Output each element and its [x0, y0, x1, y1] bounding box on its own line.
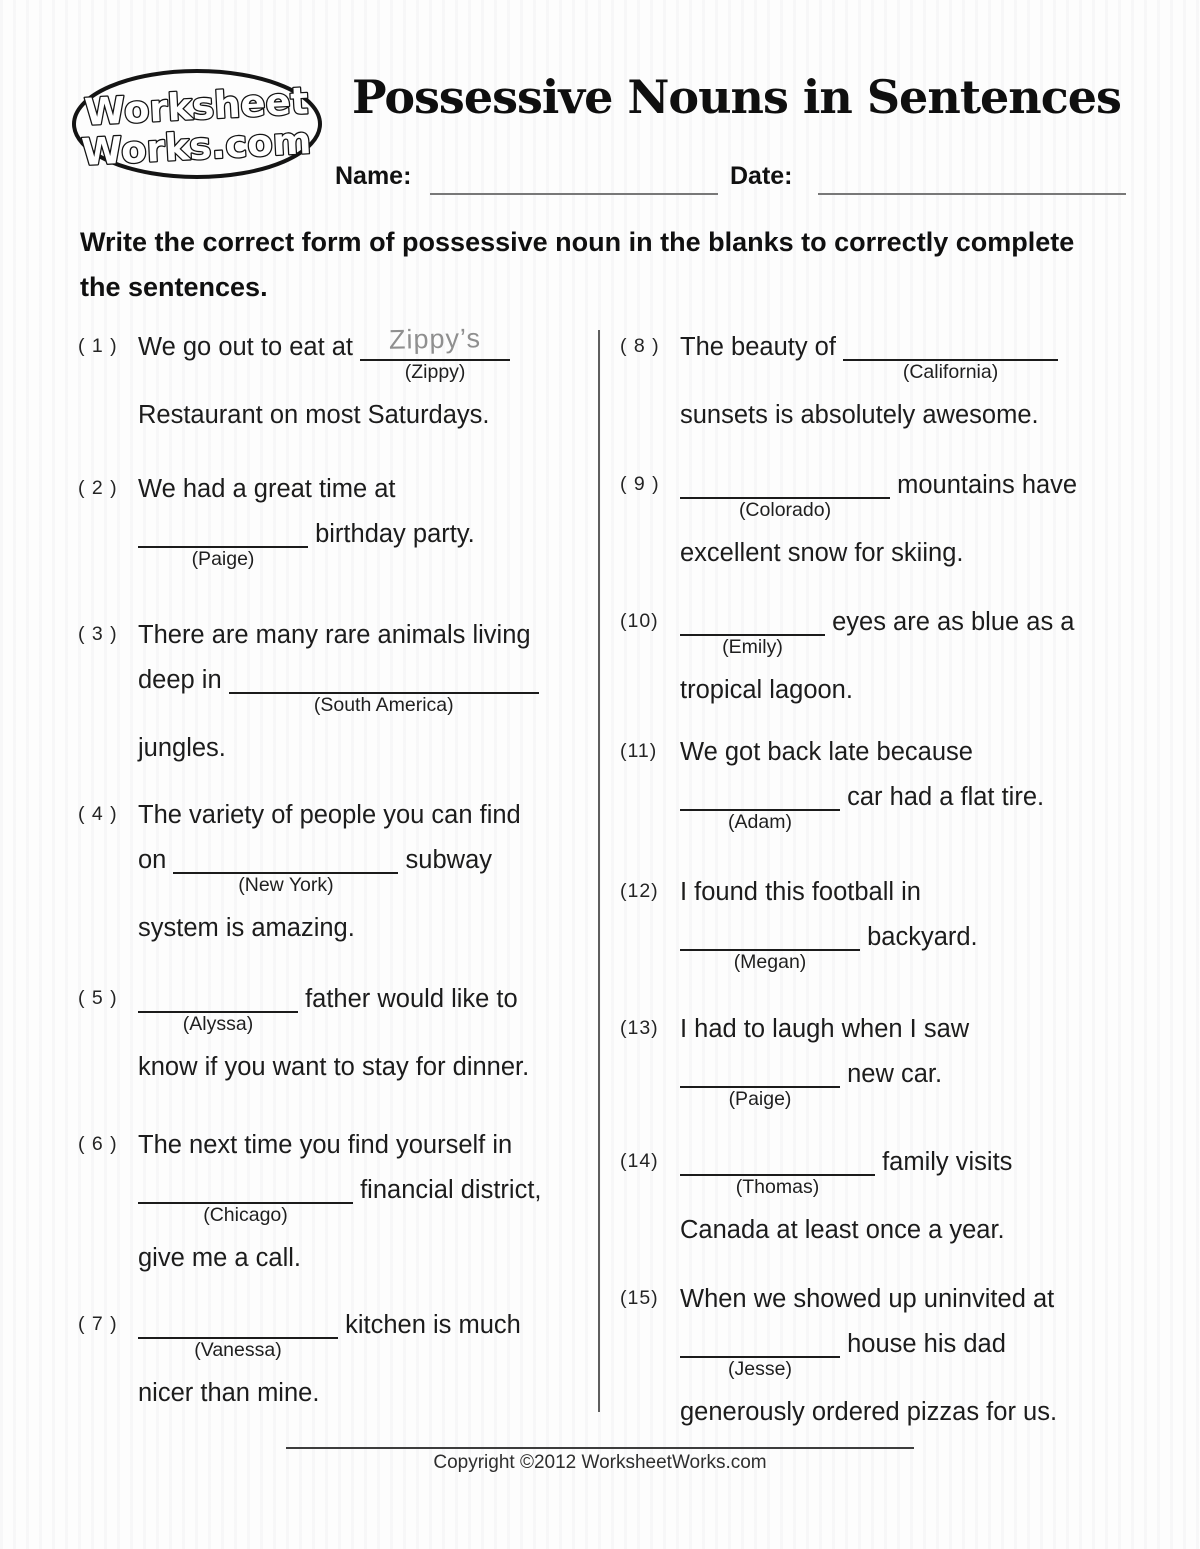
worksheet-item-6 [78, 1128, 592, 1286]
item-number: ( 7 ) [78, 1313, 118, 1335]
sentence-text: nicer than mine. [138, 1379, 320, 1407]
blank-hint: (Zippy) [404, 361, 466, 383]
answer-blank[interactable] [680, 1058, 840, 1110]
answer-blank[interactable] [680, 921, 860, 973]
sentence-text: kitchen is much [338, 1311, 521, 1339]
worksheet-item-8 [620, 330, 1134, 443]
blank-hint: (California) [902, 361, 999, 383]
sentence-text: We had a great time at [138, 475, 396, 503]
item-sentence [138, 1308, 592, 1421]
sentence-text: We go out to eat at [138, 333, 361, 361]
name-label: Name: [335, 162, 412, 190]
sentence-line [680, 673, 1134, 718]
sentence-text: father would like to [298, 985, 518, 1013]
right-column [620, 0, 1134, 1549]
worksheet-item-15 [620, 1282, 1134, 1440]
sentence-text: family visits [875, 1148, 1013, 1176]
sentence-text: jungles. [138, 734, 226, 762]
sentence-line [680, 1282, 1134, 1327]
sentence-text: Restaurant on most Saturdays. [138, 401, 490, 429]
answer-blank[interactable] [360, 323, 510, 383]
blank-hint: (Alyssa) [182, 1013, 254, 1035]
sentence-line [138, 472, 592, 517]
answer-blank[interactable] [173, 844, 398, 896]
blank-hint: (Jesse) [728, 1358, 792, 1380]
sentence-line [138, 398, 592, 443]
sentence-line [680, 398, 1134, 443]
sentence-text: We got back late because [680, 738, 973, 766]
worksheet-item-1 [78, 323, 592, 443]
sentence-line [138, 1376, 592, 1421]
sentence-line [138, 1173, 592, 1226]
item-sentence [138, 798, 592, 956]
sentence-text: There are many rare animals living [138, 621, 531, 649]
worksheet-item-14 [620, 1145, 1134, 1258]
sentence-line [680, 1327, 1134, 1380]
logo-text-line2: Works.com [80, 119, 313, 175]
answer-blank[interactable] [138, 518, 308, 570]
item-number: ( 2 ) [78, 477, 118, 499]
item-sentence [138, 323, 592, 443]
answer-blank[interactable] [680, 1328, 840, 1380]
item-number: (12) [620, 880, 659, 902]
sentence-text: deep in [138, 666, 229, 694]
item-number: ( 1 ) [78, 335, 118, 357]
sentence-text: generously ordered pizzas for us. [680, 1398, 1058, 1426]
copyright-text: Copyright ©2012 WorksheetWorks.com [433, 1452, 767, 1473]
item-sentence [680, 330, 1134, 443]
item-sentence [138, 472, 592, 585]
worksheet-item-13 [620, 1012, 1134, 1125]
sentence-line [680, 920, 1134, 973]
blank-hint: (Emily) [722, 636, 783, 658]
worksheet-item-3 [78, 618, 592, 776]
sentence-line [680, 1012, 1134, 1057]
sentence-line [138, 1241, 592, 1286]
sentence-line [680, 735, 1134, 780]
sentence-line [138, 1308, 592, 1361]
blank-hint: (Colorado) [738, 499, 832, 521]
blank-hint: (Paige) [191, 548, 255, 570]
sentence-text: When we showed up uninvited at [680, 1285, 1055, 1313]
date-label: Date: [730, 162, 793, 190]
item-number: (10) [620, 610, 659, 632]
item-sentence [138, 618, 592, 776]
answer-blank[interactable] [680, 781, 840, 833]
item-number: (13) [620, 1017, 659, 1039]
worksheet-item-7 [78, 1308, 592, 1421]
sentence-text: The variety of people you can find [138, 801, 521, 829]
sentence-text: car had a flat tire. [840, 783, 1045, 811]
sentence-text: house his dad [840, 1330, 1006, 1358]
answer-blank[interactable] [680, 1146, 875, 1198]
blank-hint: (Chicago) [203, 1204, 288, 1226]
sentence-line [680, 780, 1134, 833]
answer-blank[interactable] [138, 1309, 338, 1361]
sentence-line [138, 663, 592, 716]
sentence-line [138, 517, 592, 570]
blank-hint: (New York) [238, 874, 334, 896]
blank-hint: (Vanessa) [194, 1339, 282, 1361]
sentence-text: eyes are as blue as a [825, 608, 1075, 636]
sentence-line [680, 1057, 1134, 1110]
sentence-text: The beauty of [680, 333, 844, 361]
worksheet-item-2 [78, 472, 592, 585]
answer-blank[interactable] [138, 1174, 353, 1226]
item-sentence [680, 1282, 1134, 1440]
blank-hint: (Megan) [733, 951, 807, 973]
sentence-line [138, 1128, 592, 1173]
sentence-text: backyard. [860, 923, 978, 951]
sentence-text: Canada at least once a year. [680, 1216, 1005, 1244]
sentence-line [138, 1050, 592, 1095]
sentence-text: system is amazing. [138, 914, 355, 942]
worksheet-item-9 [620, 468, 1134, 581]
sentence-line [680, 875, 1134, 920]
sentence-text: excellent snow for skiing. [680, 539, 964, 567]
page-title: Possessive Nouns in Sentences [352, 70, 1121, 124]
sentence-text: I found this football in [680, 878, 921, 906]
answer-blank[interactable] [680, 606, 825, 658]
sentence-line [138, 731, 592, 776]
item-sentence [138, 982, 592, 1095]
worksheet-item-5 [78, 982, 592, 1095]
sentence-line [138, 798, 592, 843]
sentence-line [138, 982, 592, 1035]
sentence-text: know if you want to stay for dinner. [138, 1053, 530, 1081]
answer-blank[interactable] [680, 469, 890, 521]
sentence-text: new car. [840, 1060, 943, 1088]
item-number: ( 8 ) [620, 335, 660, 357]
sentence-line [680, 1213, 1134, 1258]
sentence-text: I had to laugh when I saw [680, 1015, 970, 1043]
item-sentence [680, 1145, 1134, 1258]
sentence-text: sunsets is absolutely awesome. [680, 401, 1039, 429]
blank-hint: (Paige) [728, 1088, 792, 1110]
item-sentence [680, 468, 1134, 581]
sentence-line [680, 330, 1134, 383]
sentence-line [680, 605, 1134, 658]
sentence-text: birthday party. [308, 520, 475, 548]
footer-divider [286, 1447, 914, 1449]
worksheet-item-11 [620, 735, 1134, 848]
item-sentence [680, 605, 1134, 718]
sentence-line [138, 843, 592, 896]
item-sentence [680, 1012, 1134, 1125]
sentence-text: The next time you find yourself in [138, 1131, 513, 1159]
item-number: ( 5 ) [78, 987, 118, 1009]
instructions-text: Write the correct form of possessive noun in the blanks to correctly complete the sentences. [80, 227, 1075, 302]
sentence-text: give me a call. [138, 1244, 301, 1272]
worksheet-item-10 [620, 605, 1134, 718]
item-number: (15) [620, 1287, 659, 1309]
worksheet-item-12 [620, 875, 1134, 988]
sentence-line [138, 618, 592, 663]
item-sentence [680, 735, 1134, 848]
item-number: (11) [620, 740, 658, 762]
answer-blank[interactable] [843, 331, 1058, 383]
handwritten-answer: Zippy’s [388, 323, 482, 355]
blank-hint: (Thomas) [735, 1176, 820, 1198]
sentence-line [680, 1145, 1134, 1198]
column-divider [598, 330, 600, 1412]
sentence-line [680, 468, 1134, 521]
blank-hint: (Adam) [728, 811, 792, 833]
item-number: (14) [620, 1150, 659, 1172]
item-sentence [680, 875, 1134, 988]
sentence-text: tropical lagoon. [680, 676, 853, 704]
item-sentence [138, 1128, 592, 1286]
item-number: ( 6 ) [78, 1133, 118, 1155]
sentence-line [680, 536, 1134, 581]
sentence-text: on [138, 846, 174, 874]
sentence-line [138, 323, 592, 383]
sentence-line [680, 1395, 1134, 1440]
item-number: ( 9 ) [620, 473, 660, 495]
item-number: ( 4 ) [78, 803, 118, 825]
worksheet-item-4 [78, 798, 592, 956]
left-column [78, 0, 592, 1549]
answer-blank[interactable] [138, 983, 298, 1035]
answer-blank[interactable] [229, 664, 539, 716]
sentence-line [138, 911, 592, 956]
sentence-text: financial district, [353, 1176, 542, 1204]
blank-hint: (South America) [313, 694, 454, 716]
sentence-text: subway [398, 846, 492, 874]
item-number: ( 3 ) [78, 623, 118, 645]
logo-text-line1: Worksheet [83, 79, 310, 134]
sentence-text: mountains have [890, 471, 1078, 499]
